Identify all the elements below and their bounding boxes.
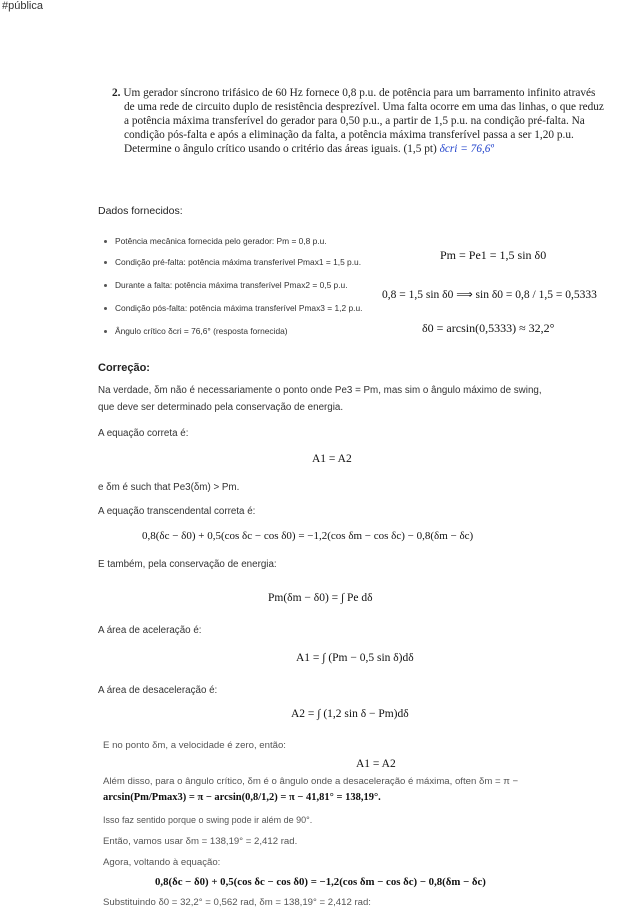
problem-number: 2. xyxy=(112,87,121,99)
classification-tag: #pública xyxy=(2,0,43,12)
given-heading: Dados fornecidos: xyxy=(98,205,183,217)
equation-transcendental-2: 0,8(δc − δ0) + 0,5(cos δc − cos δ0) = −1,2(cos δm − cos δc) − 0,8(δm − δc) xyxy=(155,876,486,888)
given-item: Durante a falta: potência máxima transferível Pmax2 = 0,5 p.u. xyxy=(104,280,348,290)
answer-value: δcri = 76,6º xyxy=(439,143,494,155)
given-item: Condição pós-falta: potência máxima transferível Pmax3 = 1,2 p.u. xyxy=(104,303,362,313)
equation-a1-a2-final: A1 = A2 xyxy=(356,758,396,770)
correction-text: A área de aceleração é: xyxy=(98,625,202,636)
correction-text: Isso faz sentido porque o swing pode ir além de 90°. xyxy=(103,815,313,825)
equation-sin: 0,8 = 1,5 sin δ0 ⟹ sin δ0 = 0,8 / 1,5 = 0,5333 xyxy=(382,289,597,301)
given-item: Condição pré-falta: potência máxima transferível Pmax1 = 1,5 p.u. xyxy=(104,257,361,267)
correction-heading: Correção: xyxy=(98,362,150,374)
correction-text: A área de desaceleração é: xyxy=(98,685,218,696)
equation-energy: Pm(δm − δ0) = ∫ Pe dδ xyxy=(268,592,373,604)
correction-text: Na verdade, δm não é necessariamente o ponto onde Pe3 = Pm, mas sim o ângulo máximo de swing, xyxy=(98,385,542,396)
correction-text: Além disso, para o ângulo crítico, δm é o ângulo onde a desaceleração é máxima, often δm = π − xyxy=(103,776,519,787)
correction-text: que deve ser determinado pela conservação de energia. xyxy=(98,402,344,413)
given-item: Ângulo crítico δcri = 76,6° (resposta fornecida) xyxy=(104,326,288,336)
problem-line-3: a potência máxima transferível do gerador para 0,50 p.u., a partir de 1,5 p.u. na condição pré-falta. Na xyxy=(124,115,585,127)
equation-a1: A1 = ∫ (Pm − 0,5 sin δ)dδ xyxy=(296,652,414,664)
correction-text: Substituindo δ0 = 32,2° = 0,562 rad, δm = 138,19° = 2,412 rad: xyxy=(103,897,371,908)
correction-text: A equação transcendental correta é: xyxy=(98,506,256,517)
problem-line-5: Determine o ângulo crítico usando o critério das áreas iguais. (1,5 pt) δcri = 76,6º xyxy=(124,143,494,155)
correction-text: E também, pela conservação de energia: xyxy=(98,559,277,570)
correction-text: e δm é such that Pe3(δm) > Pm. xyxy=(98,482,240,493)
correction-text: Então, vamos usar δm = 138,19° = 2,412 rad. xyxy=(103,836,298,847)
equation-a2: A2 = ∫ (1,2 sin δ − Pm)dδ xyxy=(291,708,409,720)
problem-line-1: 2. Um gerador síncrono trifásico de 60 Hz fornece 0,8 p.u. de potência para um barramento infinito através xyxy=(112,87,596,99)
equation-pm: Pm = Pe1 = 1,5 sin δ0 xyxy=(440,248,547,262)
correction-text: A equação correta é: xyxy=(98,428,189,439)
correction-text: E no ponto δm, a velocidade é zero, então: xyxy=(103,740,286,751)
equation-delta0: δ0 = arcsin(0,5333) ≈ 32,2° xyxy=(422,321,555,335)
correction-text: Agora, voltando à equação: xyxy=(103,857,221,868)
equation-delta-m: arcsin(Pm/Pmax3) = π − arcsin(0,8/1,2) = π − 41,81° = 138,19°. xyxy=(103,792,381,803)
equation-transcendental: 0,8(δc − δ0) + 0,5(cos δc − cos δ0) = −1,2(cos δm − cos δc) − 0,8(δm − δc) xyxy=(142,530,474,542)
given-item: Potência mecânica fornecida pelo gerador: Pm = 0,8 p.u. xyxy=(104,236,327,246)
problem-line-4: condição pós-falta e após a eliminação da falta, a potência máxima transferível passa a ser 1,20 p.u. xyxy=(124,129,574,141)
equation-a1-a2: A1 = A2 xyxy=(312,453,352,465)
problem-line-2: de uma rede de circuito duplo de resistência desprezível. Uma falta ocorre em uma das linhas, o que reduz xyxy=(124,101,604,113)
